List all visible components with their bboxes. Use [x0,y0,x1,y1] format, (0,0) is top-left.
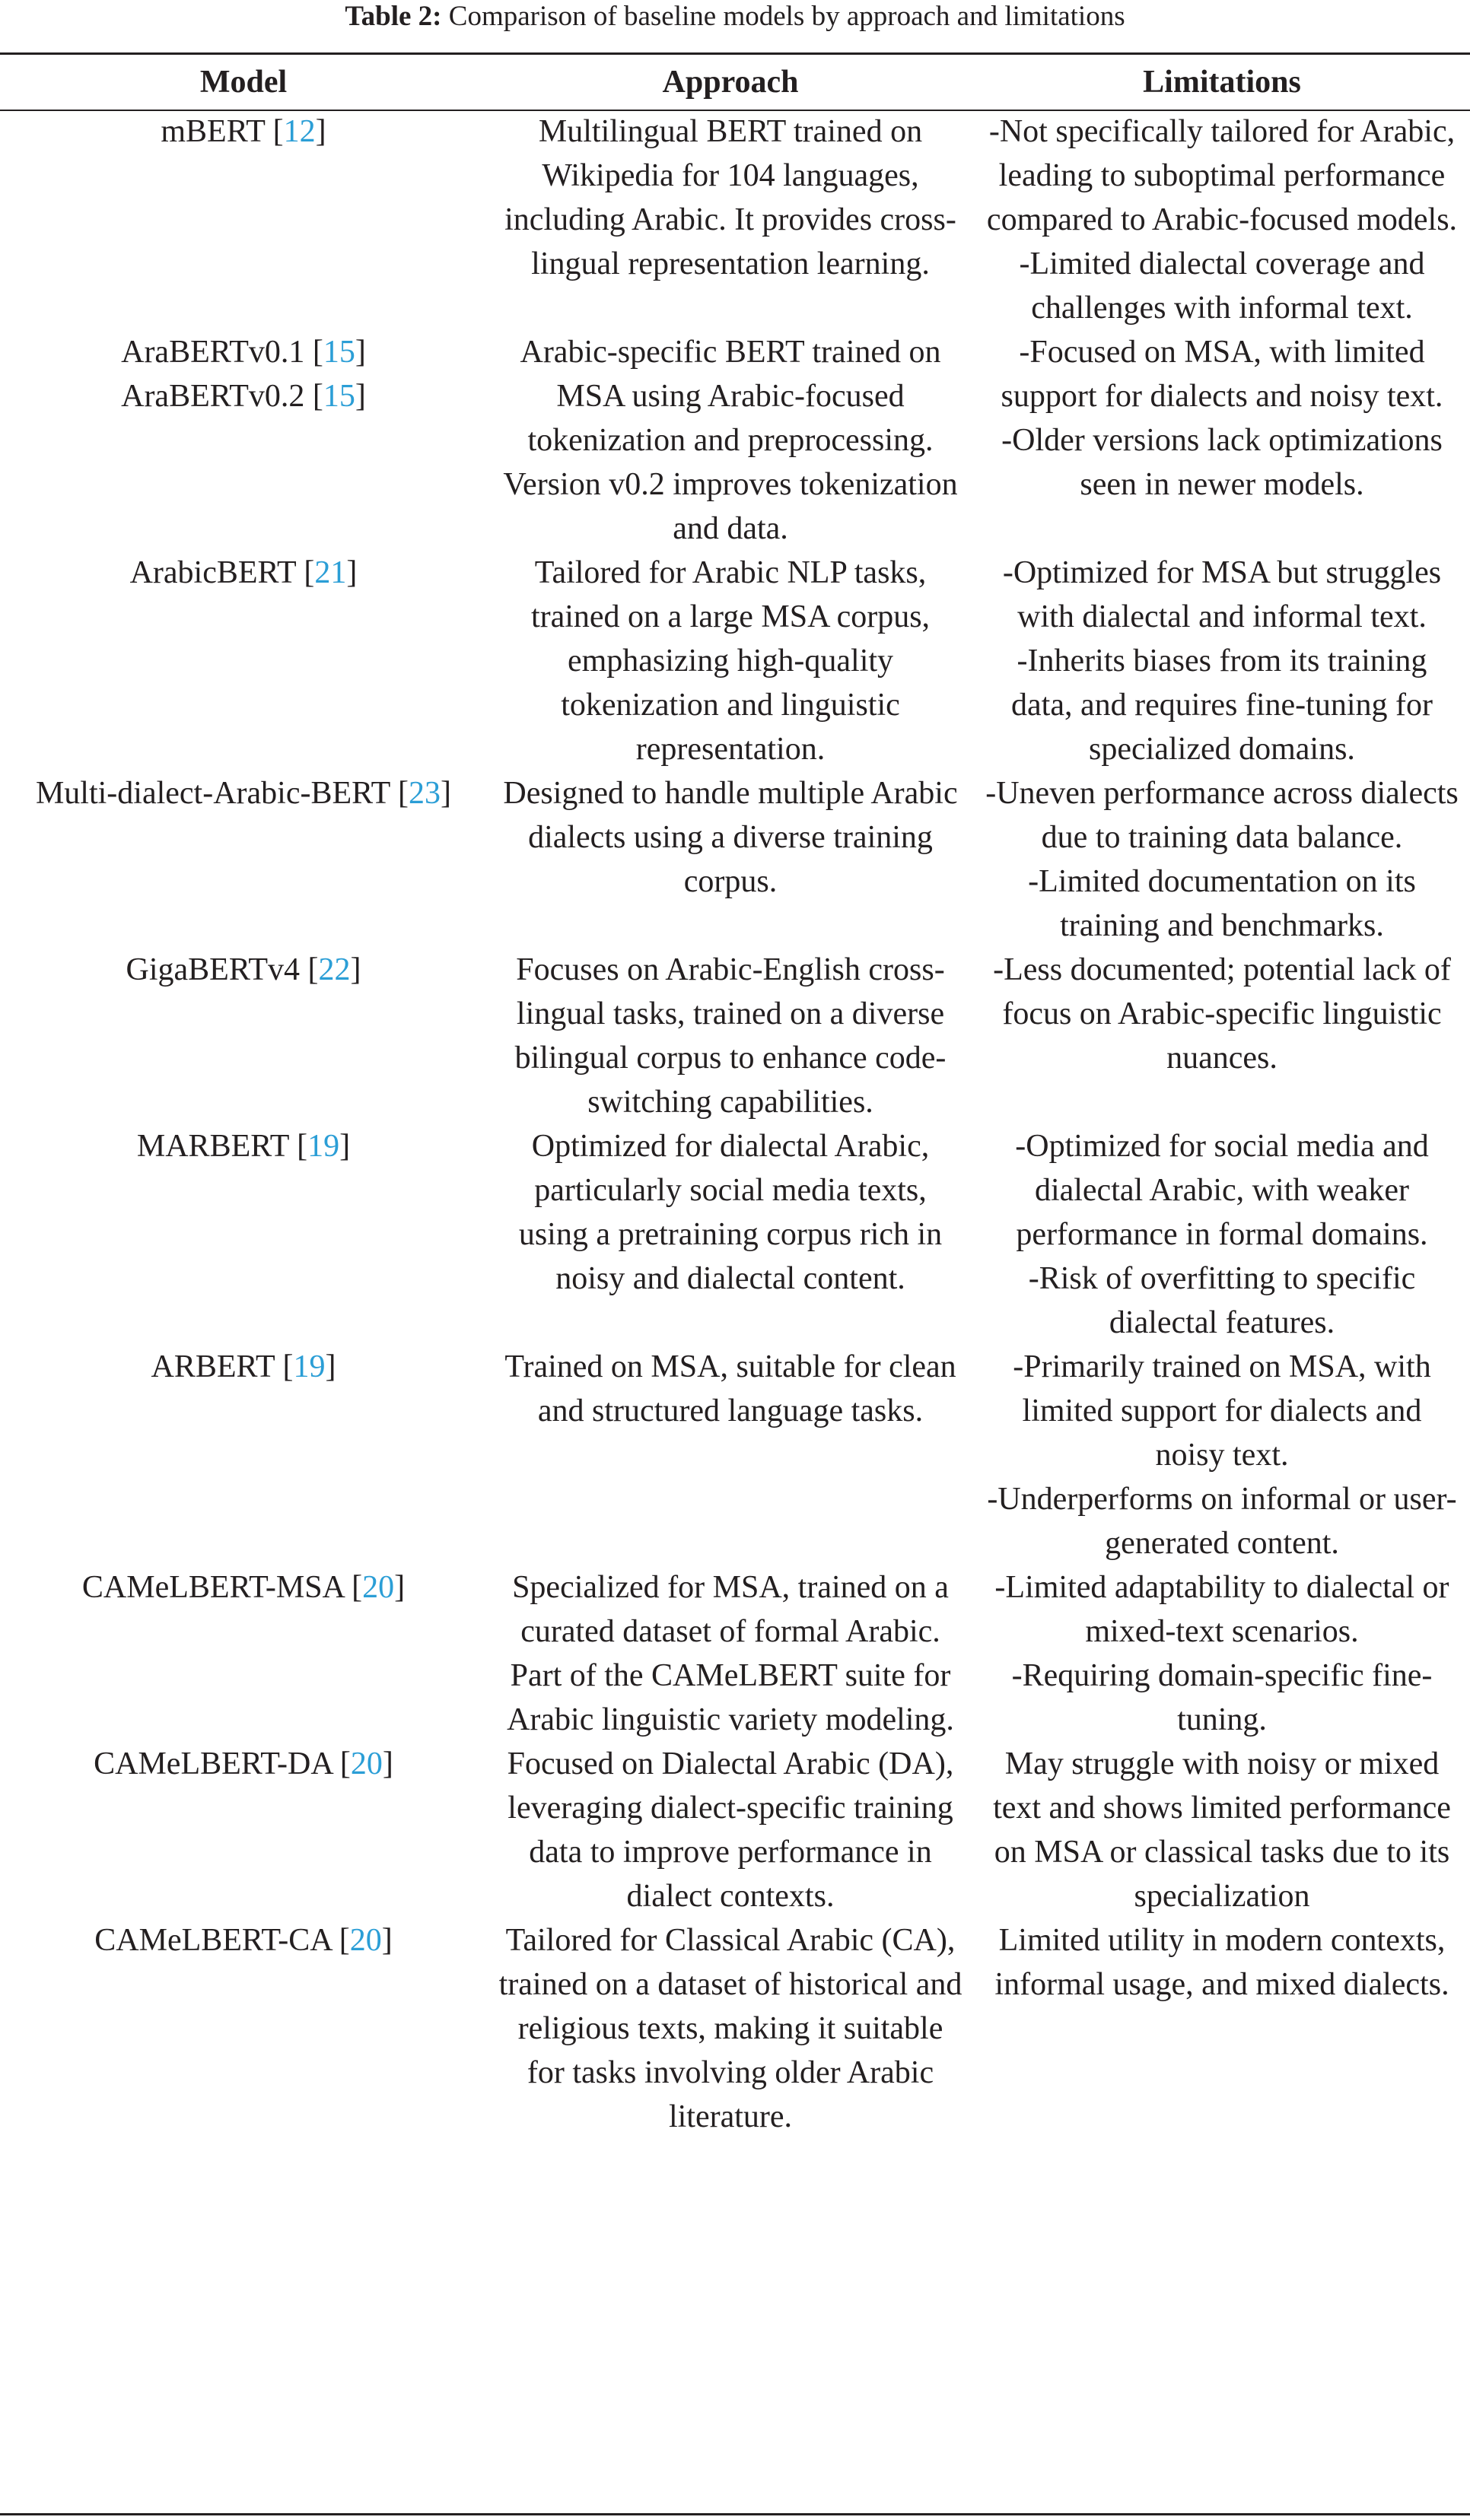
limitation-item: -Risk of overfitting to specific dialectal features. [1028,1261,1416,1340]
citation-link[interactable]: 20 [349,1923,382,1958]
approach-text: Focused on Dialectal Arabic (DA), leveraging dialect-specific training data to improve performance in dialect contexts. [507,1746,954,1914]
table-row [0,771,1470,948]
model-name: CAMeLBERT-MSA [81,1570,344,1605]
limitation-item: -Optimized for MSA but struggles with dialectal and informal text. [1002,555,1442,634]
table-body [0,110,1470,2139]
model-name: AraBERTv0.2 [121,379,305,414]
table-row [0,1565,1470,1742]
approach-cell [487,110,974,330]
column-header-approach: Approach [662,65,799,100]
limitation-item: -Uneven performance across dialects due to training data balance. [985,776,1459,855]
approach-cell [487,1565,974,1742]
table-row [0,330,1470,551]
table-row [0,110,1470,330]
approach-cell [487,1742,974,1918]
limitations-cell [974,110,1470,330]
table-caption [0,0,1470,33]
approach-cell [487,771,974,948]
limitations-cell [974,1345,1470,1565]
approach-cell [487,330,974,551]
approach-text: Trained on MSA, suitable for clean and structured language tasks. [504,1349,956,1428]
approach-cell [487,1345,974,1565]
limitation-item: -Limited adaptability to dialectal or mixed-text scenarios. [994,1570,1449,1649]
model-name: ARBERT [151,1349,275,1384]
citation-link[interactable]: 20 [350,1746,383,1781]
model-name: AraBERTv0.1 [121,335,305,370]
limitations-cell [974,1742,1470,1918]
model-entry: ARBERT [19] [151,1349,336,1384]
model-entry: ArabicBERT [21] [129,555,358,590]
citation-link[interactable]: 12 [283,114,316,149]
model-entry: CAMeLBERT-CA [20] [94,1923,393,1958]
model-name: GigaBERTv4 [126,952,300,987]
limitation-item: -Less documented; potential lack of focus on Arabic-specific linguistic nuances. [993,952,1451,1076]
table-row [0,1918,1470,2139]
table-row [0,1742,1470,1918]
model-cell [0,551,487,771]
approach-text: Multilingual BERT trained on Wikipedia for 104 languages, including Arabic. It provides cross-lingual representation learning. [504,114,956,281]
model-entry: AraBERTv0.1 [15] [121,335,366,370]
model-cell [0,1742,487,1918]
model-cell [0,1565,487,1742]
model-name: CAMeLBERT-DA [94,1746,332,1781]
citation-link[interactable]: 21 [314,555,347,590]
model-cell [0,948,487,1124]
limitation-item: -Primarily trained on MSA, with limited support for dialects and noisy text. [1013,1349,1431,1473]
caption-text: Comparison of baseline models by approach and limitations [441,1,1125,32]
model-entry: Multi-dialect-Arabic-BERT [23] [35,776,452,811]
limitations-cell [974,1124,1470,1345]
approach-cell [487,948,974,1124]
citation-link[interactable]: 19 [293,1349,326,1384]
limitations-cell [974,551,1470,771]
column-header-model: Model [199,65,288,100]
model-entry: CAMeLBERT-MSA [20] [81,1570,406,1605]
model-cell [0,1918,487,2139]
column-header-limitations: Limitations [1143,65,1301,100]
comparison-table [0,55,1470,2139]
model-entry: mBERT [12] [161,114,326,149]
caption-label: Table 2: [345,1,442,32]
limitation-item: -Older versions lack optimizations seen in newer models. [1001,423,1443,502]
model-name: CAMeLBERT-CA [94,1923,332,1958]
citation-link[interactable]: 22 [318,952,351,987]
limitations-cell [974,771,1470,948]
model-entry: AraBERTv0.2 [15] [121,379,366,414]
table-bottom-rule [0,2513,1470,2515]
approach-text: Specialized for MSA, trained on a curated dataset of formal Arabic. Part of the CAMeLBERT suite for Arabic linguistic variety modeling. [507,1570,954,1737]
limitation-item: -Underperforms on informal or user-generated content. [987,1482,1457,1561]
approach-text: Tailored for Classical Arabic (CA), trained on a dataset of historical and religious texts, making it suitable for tasks involving older Arabic literature. [498,1923,963,2134]
limitation-item: -Requiring domain-specific fine-tuning. [1011,1658,1433,1737]
model-entry: CAMeLBERT-DA [20] [94,1746,393,1781]
approach-text: Optimized for dialectal Arabic, particularly social media texts, using a pretraining corpus rich in noisy and dialectal content. [518,1129,943,1296]
table-row [0,1345,1470,1565]
limitation-item: Limited utility in modern contexts, informal usage, and mixed dialects. [994,1923,1449,2002]
model-name: Multi-dialect-Arabic-BERT [35,776,390,811]
limitations-cell [974,330,1470,551]
model-entry: MARBERT [19] [136,1129,351,1164]
approach-text: Designed to handle multiple Arabic dialects using a diverse training corpus. [503,776,958,899]
citation-link[interactable]: 15 [323,379,355,414]
table-header-row [0,55,1470,110]
model-cell [0,110,487,330]
approach-cell [487,551,974,771]
citation-link[interactable]: 20 [362,1570,395,1605]
table-row [0,1124,1470,1345]
table-row [0,551,1470,771]
limitations-cell [974,1918,1470,2139]
limitation-item: -Optimized for social media and dialectal Arabic, with weaker performance in formal domains. [1015,1129,1429,1252]
limitation-item: -Limited dialectal coverage and challenges with informal text. [1019,246,1425,326]
model-entry: GigaBERTv4 [22] [126,952,361,987]
model-cell [0,1345,487,1565]
limitation-item: -Inherits biases from its training data, and requires fine-tuning for specialized domains. [1011,644,1433,767]
table-row [0,948,1470,1124]
limitations-cell [974,1565,1470,1742]
model-cell [0,1124,487,1345]
limitation-item: -Not specifically tailored for Arabic, leading to suboptimal performance compared to Arabic-focused models. [986,114,1458,237]
model-name: MARBERT [136,1129,289,1164]
approach-cell [487,1124,974,1345]
limitations-cell [974,948,1470,1124]
limitation-item: -Focused on MSA, with limited support for dialects and noisy text. [1001,335,1443,414]
approach-cell [487,1918,974,2139]
approach-text: Arabic-specific BERT trained on MSA using Arabic-focused tokenization and preprocessing. Version v0.2 improves tokenization and data. [503,335,958,546]
approach-text: Focuses on Arabic-English cross-lingual tasks, trained on a diverse bilingual corpus to enhance code-switching capabilities. [514,952,947,1120]
model-name: ArabicBERT [129,555,296,590]
model-cell [0,330,487,551]
limitation-item: May struggle with noisy or mixed text and shows limited performance on MSA or classical tasks due to its specialization [993,1746,1451,1914]
model-cell [0,771,487,948]
model-name: mBERT [161,114,266,149]
citation-link[interactable]: 15 [323,335,355,370]
limitation-item: -Limited documentation on its training and benchmarks. [1028,864,1416,943]
approach-text: Tailored for Arabic NLP tasks, trained on a large MSA corpus, emphasizing high-quality tokenization and linguistic representation. [530,555,931,767]
citation-link[interactable]: 23 [409,776,441,811]
citation-link[interactable]: 19 [307,1129,340,1164]
